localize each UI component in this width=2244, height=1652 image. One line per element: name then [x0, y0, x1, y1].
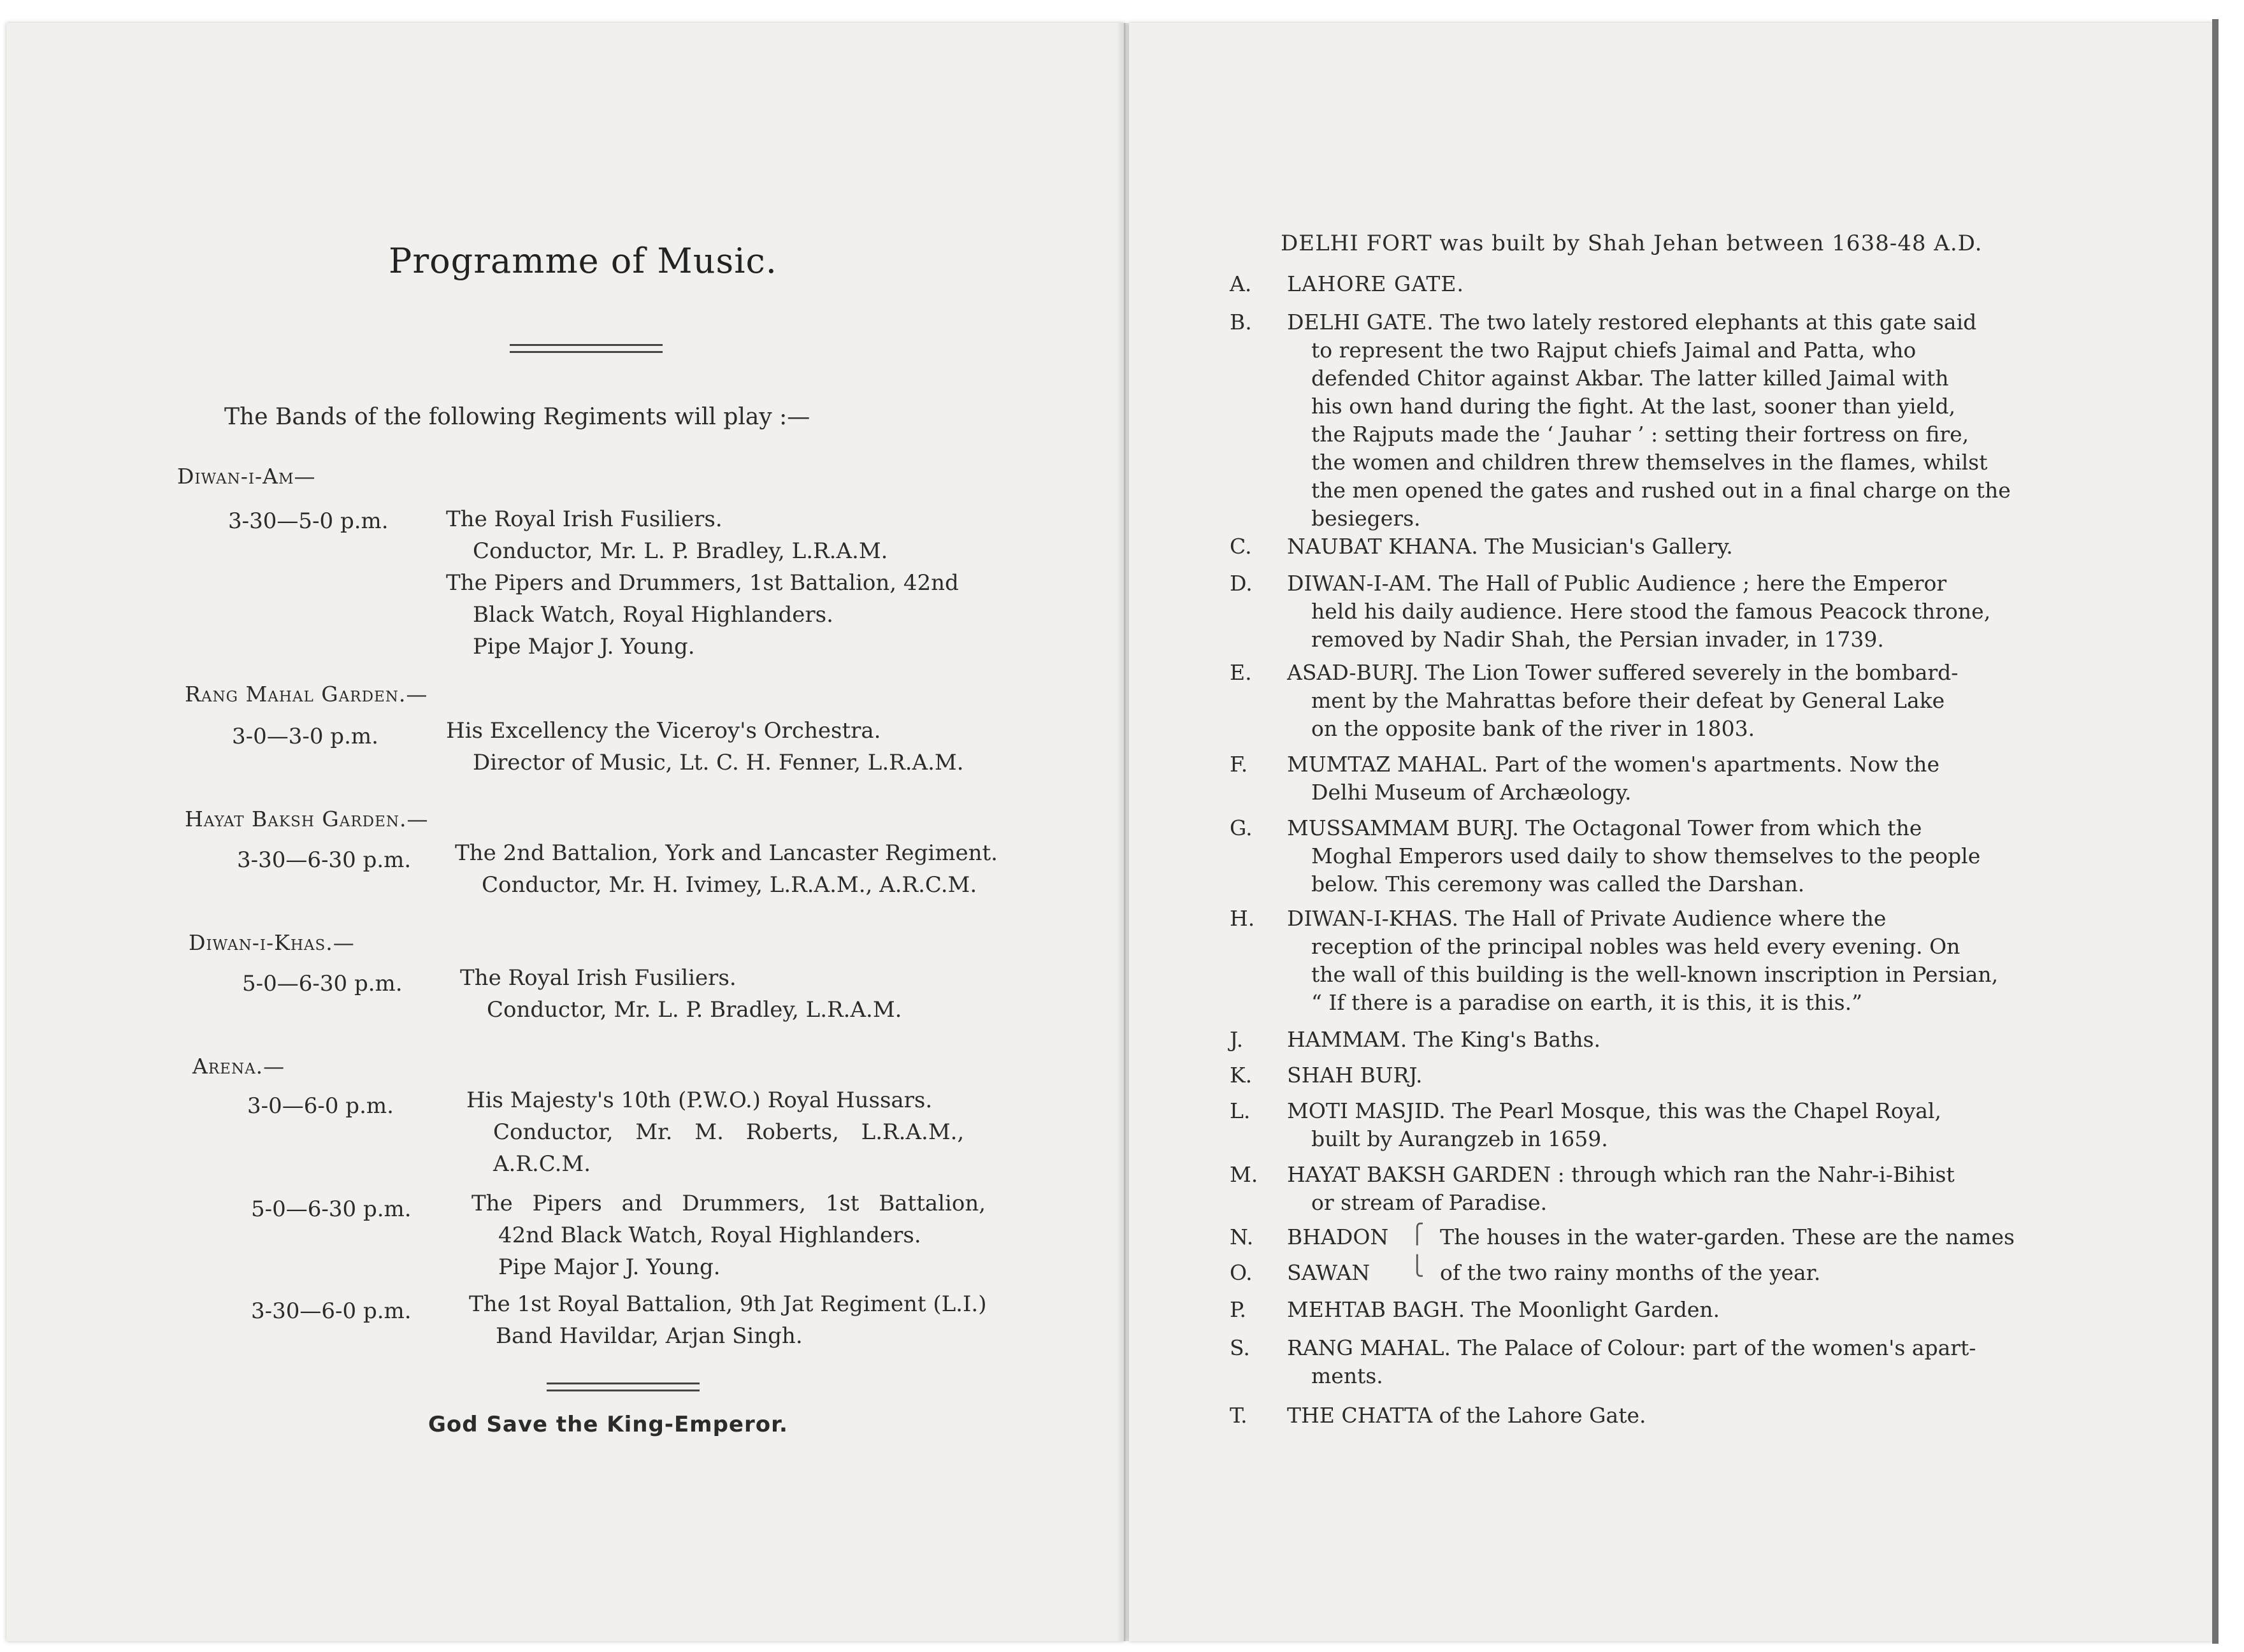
entry-line: A.R.C.M.	[493, 1151, 591, 1177]
entry-line: The Royal Irish Fusiliers.	[460, 965, 737, 991]
legend-line: “ If there is a paradise on earth, it is this, it is this.”	[1311, 990, 1862, 1015]
legend-letter: K.	[1230, 1063, 1253, 1088]
legend-item	[1230, 1026, 2071, 1054]
band-entry	[446, 503, 959, 663]
legend-item	[1230, 905, 2071, 1017]
legend-line: his own hand during the fight. At the last, sooner than yield,	[1311, 394, 1956, 419]
legend-letter: L.	[1230, 1098, 1251, 1123]
time-slot: 3-30—6-0 p.m.	[251, 1298, 412, 1324]
entry-line: 42nd Black Watch, Royal Highlanders.	[498, 1223, 921, 1248]
legend-letter: T.	[1230, 1403, 1248, 1428]
fort-intro: DELHI FORT was built by Shah Jehan between 1638-48 A.D.	[1281, 231, 1983, 256]
legend-item	[1230, 570, 2071, 654]
legend-item	[1230, 1402, 2071, 1430]
closing-divider	[547, 1383, 700, 1391]
entry-line: The Pipers and Drummers, 1st Battalion, 42nd	[446, 570, 959, 596]
legend-letter: C.	[1230, 534, 1252, 559]
intro-text: The Bands of the following Regiments will play :—	[224, 404, 810, 430]
legend-letter: D.	[1230, 571, 1253, 596]
band-entry	[446, 715, 964, 779]
legend-line: MUMTAZ MAHAL. Part of the women's apartments. Now the	[1287, 752, 1939, 777]
legend-letter: N.	[1230, 1225, 1254, 1249]
legend-item	[1230, 659, 2071, 743]
legend-line: SAWAN	[1287, 1260, 1370, 1285]
legend-letter: J.	[1230, 1027, 1244, 1052]
band-entry	[460, 962, 902, 1026]
legend-line: of the two rainy months of the year.	[1440, 1260, 1821, 1285]
legend-line: the Rajputs made the ‘ Jauhar ’ : setting their fortress on fire,	[1311, 422, 1969, 447]
legend-item	[1230, 533, 2071, 561]
band-entry	[455, 837, 998, 901]
legend-line: or stream of Paradise.	[1311, 1190, 1548, 1215]
time-slot: 3-30—5-0 p.m.	[228, 508, 389, 534]
legend-line: on the opposite bank of the river in 1803.	[1311, 716, 1755, 741]
entry-line: The Pipers and Drummers, 1st Battalion,	[471, 1191, 986, 1216]
entry-line: The 2nd Battalion, York and Lancaster Regiment.	[455, 840, 998, 866]
legend-item	[1230, 1334, 2071, 1390]
legend-line: built by Aurangzeb in 1659.	[1311, 1126, 1608, 1151]
entry-line: Pipe Major J. Young.	[498, 1254, 721, 1280]
legend-line: LAHORE GATE.	[1287, 271, 1464, 296]
legend-line: reception of the principal nobles was held every evening. On	[1311, 934, 1960, 959]
legend-letter: B.	[1230, 310, 1252, 334]
band-entry	[471, 1188, 986, 1283]
entry-line: Black Watch, Royal Highlanders.	[473, 602, 833, 628]
legend-item	[1230, 1296, 2071, 1324]
entry-line: His Excellency the Viceroy's Orchestra.	[446, 718, 881, 743]
entry-line: His Majesty's 10th (P.W.O.) Royal Hussars.	[466, 1088, 933, 1113]
entry-line: Band Havildar, Arjan Singh.	[496, 1323, 803, 1349]
brace-icon: ⎩	[1410, 1255, 1425, 1277]
page-edge	[2212, 19, 2219, 1644]
legend-line: MOTI MASJID. The Pearl Mosque, this was the Chapel Royal,	[1287, 1098, 1941, 1123]
shared-description	[1440, 1219, 2015, 1291]
time-slot: 3-0—3-0 p.m.	[232, 724, 378, 749]
legend-item	[1230, 1161, 2071, 1217]
legend-line: HAMMAM. The King's Baths.	[1287, 1027, 1601, 1052]
time-slot: 5-0—6-30 p.m.	[251, 1196, 412, 1222]
time-slot: 3-30—6-30 p.m.	[237, 847, 412, 873]
legend-line: NAUBAT KHANA. The Musician's Gallery.	[1287, 534, 1733, 559]
venue-heading: Hayat Baksh Garden.—	[185, 807, 429, 831]
entry-line: The 1st Royal Battalion, 9th Jat Regiment (L.I.)	[469, 1291, 987, 1317]
legend-letter: M.	[1230, 1162, 1258, 1187]
legend-line: ments.	[1311, 1363, 1383, 1388]
venue-heading: Rang Mahal Garden.—	[185, 682, 428, 707]
legend-line: THE CHATTA of the Lahore Gate.	[1287, 1403, 1646, 1428]
legend-item	[1230, 751, 2071, 807]
legend-line: DELHI GATE. The two lately restored elephants at this gate said	[1287, 310, 1977, 334]
venue-heading: Diwan-i-Khas.—	[189, 930, 355, 955]
legend-line: besiegers.	[1311, 506, 1421, 531]
legend-letter: E.	[1230, 660, 1252, 685]
entry-line: Conductor, Mr. L. P. Bradley, L.R.A.M.	[487, 997, 902, 1023]
legend-line: SHAH BURJ.	[1287, 1063, 1423, 1088]
legend-line: the men opened the gates and rushed out in a final charge on the	[1311, 478, 2011, 503]
time-slot: 3-0—6-0 p.m.	[247, 1093, 394, 1119]
venue-heading: Diwan-i-Am—	[177, 464, 316, 489]
entry-line: Director of Music, Lt. C. H. Fenner, L.R.A.M.	[473, 750, 964, 775]
entry-line: Conductor, Mr. M. Roberts, L.R.A.M.,	[493, 1119, 965, 1145]
venue-heading: Arena.—	[192, 1054, 285, 1079]
legend-letter: H.	[1230, 906, 1255, 931]
legend-line: to represent the two Rajput chiefs Jaimal and Patta, who	[1311, 338, 1917, 363]
legend-item	[1230, 1097, 2071, 1153]
legend-letter: O.	[1230, 1260, 1253, 1285]
legend-line: DIWAN-I-KHAS. The Hall of Private Audience where the	[1287, 906, 1887, 931]
legend-letter: F.	[1230, 752, 1248, 777]
legend-item	[1230, 1061, 2071, 1089]
legend-letter: P.	[1230, 1297, 1247, 1322]
legend-line: held his daily audience. Here stood the famous Peacock throne,	[1311, 599, 1991, 624]
time-slot: 5-0—6-30 p.m.	[242, 971, 403, 996]
legend-line: ment by the Mahrattas before their defeat by General Lake	[1311, 688, 1945, 713]
legend-item	[1230, 308, 2071, 533]
closing-anthem: God Save the King-Emperor.	[428, 1412, 788, 1437]
entry-line: Pipe Major J. Young.	[473, 634, 695, 659]
title-divider	[510, 344, 663, 353]
entry-line: The Royal Irish Fusiliers.	[446, 506, 723, 532]
legend-line: Delhi Museum of Archæology.	[1311, 780, 1632, 805]
entry-line: Conductor, Mr. L. P. Bradley, L.R.A.M.	[473, 538, 888, 564]
legend-line: removed by Nadir Shah, the Persian invader, in 1739.	[1311, 627, 1884, 652]
legend-letter: S.	[1230, 1335, 1250, 1360]
legend-item	[1230, 270, 2071, 298]
legend-line: below. This ceremony was called the Darshan.	[1311, 872, 1805, 896]
legend-line: The houses in the water-garden. These are the names	[1440, 1225, 2015, 1249]
legend-letter: A.	[1230, 271, 1252, 296]
legend-line: BHADON	[1287, 1225, 1389, 1249]
legend-line: Moghal Emperors used daily to show themselves to the people	[1311, 844, 1981, 868]
legend-line: HAYAT BAKSH GARDEN : through which ran the Nahr-i-Bihist	[1287, 1162, 1955, 1187]
legend-line: the wall of this building is the well-known inscription in Persian,	[1311, 962, 1999, 987]
legend-line: MUSSAMMAM BURJ. The Octagonal Tower from which the	[1287, 815, 1922, 840]
legend-line: DIWAN-I-AM. The Hall of Public Audience ; here the Emperor	[1287, 571, 1947, 596]
band-entry	[466, 1084, 964, 1180]
entry-line: Conductor, Mr. H. Ivimey, L.R.A.M., A.R.C.M.	[482, 872, 977, 898]
legend-item	[1230, 814, 2071, 898]
legend-letter: G.	[1230, 815, 1253, 840]
band-entry	[469, 1288, 986, 1352]
brace-icon: ⎧	[1410, 1223, 1425, 1246]
legend-line: MEHTAB BAGH. The Moonlight Garden.	[1287, 1297, 1720, 1322]
legend-line: the women and children threw themselves in the flames, whilst	[1311, 450, 1988, 475]
legend-line: defended Chitor against Akbar. The latter killed Jaimal with	[1311, 366, 1949, 391]
legend-line: RANG MAHAL. The Palace of Colour: part of the women's apart-	[1287, 1335, 1976, 1360]
page-title: Programme of Music.	[389, 241, 777, 281]
legend-line: ASAD-BURJ. The Lion Tower suffered severely in the bombard-	[1287, 660, 1959, 685]
